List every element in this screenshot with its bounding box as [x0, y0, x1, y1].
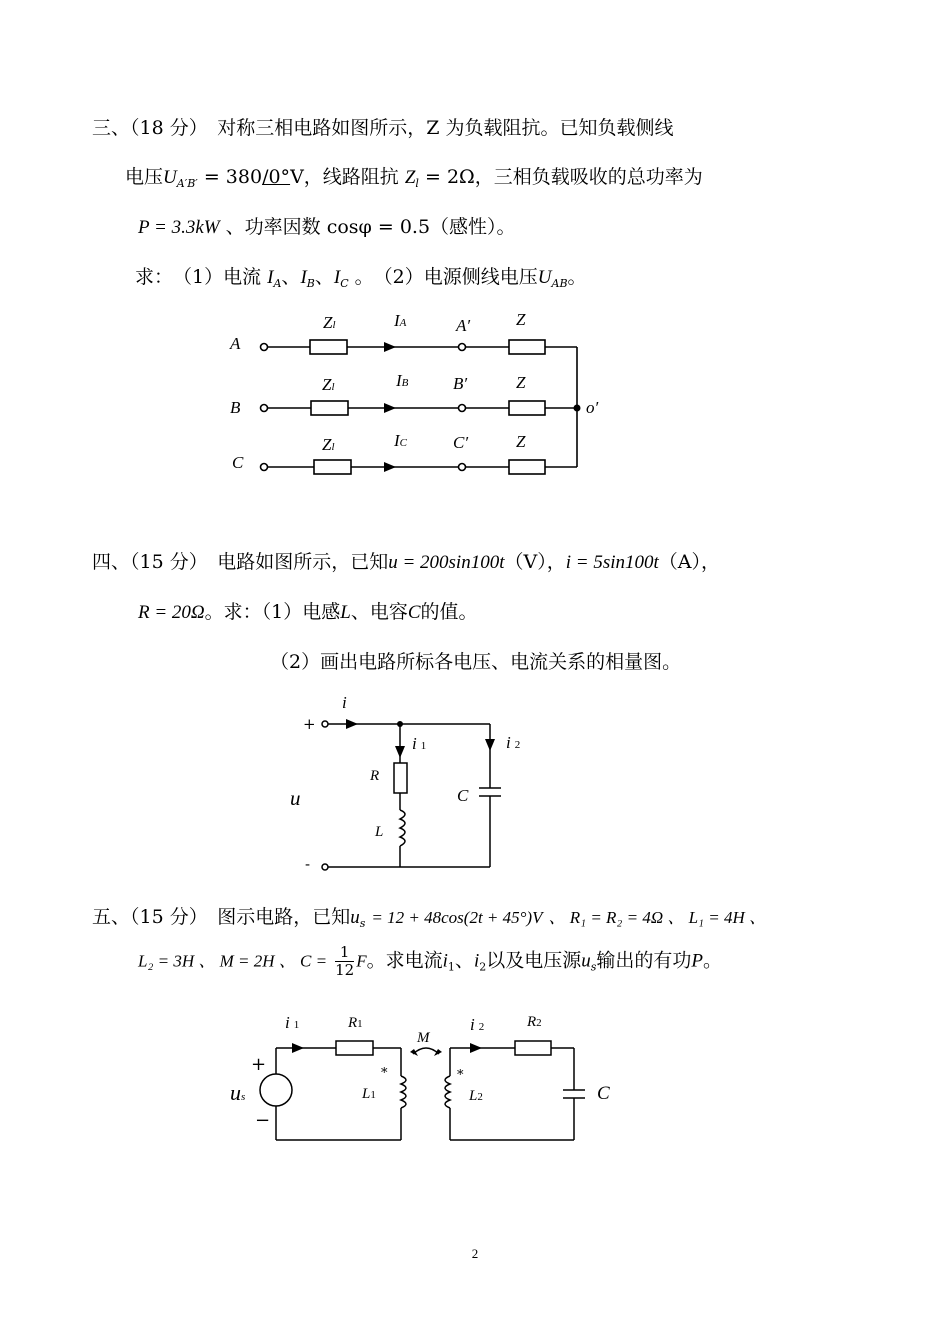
current-arrow-c	[384, 462, 396, 472]
q5-us2: u	[581, 950, 591, 972]
z-c-resistor	[509, 460, 545, 474]
q4-terminal-plus	[322, 721, 328, 727]
q5-mutual-arrow-right	[434, 1049, 442, 1056]
q5-fig-l1: L1	[362, 1086, 376, 1102]
q5-us: u	[350, 907, 360, 928]
q3-fig-z-b: Z	[516, 373, 526, 392]
q5-r-expr: 、 R₁ = R₂ = 4Ω 、 L₁ = 4H 、	[548, 908, 766, 927]
q4-inductor	[400, 810, 405, 846]
z-b-resistor	[509, 401, 545, 415]
q5-fig-plus: +	[251, 1054, 267, 1075]
q5-fig-l2: L2	[469, 1088, 483, 1104]
q3-line2d: = 2Ω，三相负载吸收的总功率为	[425, 166, 703, 188]
q5-coupled-circuit	[230, 1020, 650, 1155]
q3-fig-node-c: C′	[453, 433, 469, 452]
q3-zl-sub: l	[415, 177, 419, 190]
z-a-resistor	[509, 340, 545, 354]
q3-uab-symbol: U	[163, 167, 177, 188]
node-a-prime	[459, 344, 466, 351]
q5-arrow-i1	[292, 1043, 304, 1053]
terminal-b	[261, 405, 268, 412]
q5-l1-inductor	[401, 1076, 406, 1108]
q5-fig-i2: i 2	[470, 1015, 485, 1034]
q4-i-expr: i = 5sin100t	[565, 552, 659, 573]
q4-unit-a: （A），	[658, 551, 721, 573]
q4-c: C	[407, 602, 421, 623]
q3-three-phase-circuit	[220, 300, 620, 490]
q4-arrow-i2	[485, 739, 495, 751]
q5-frac-unit: F	[356, 951, 367, 971]
q3-line4	[135, 262, 587, 290]
q3-line4b: 。 （2）电源侧线电压	[354, 266, 538, 288]
q5-l2-inductor	[445, 1076, 450, 1108]
q4-fig-i: i	[342, 693, 347, 712]
q5-r1-resistor	[336, 1041, 373, 1055]
q5-fig-m: M	[417, 1030, 430, 1046]
q3-uab: U	[537, 267, 552, 288]
terminal-a	[261, 344, 268, 351]
q3-zl: Z	[404, 167, 416, 188]
q5-sep: 、	[454, 949, 474, 972]
q4-fig-u: u	[290, 786, 301, 810]
q4-fig-minus: -	[305, 855, 311, 873]
node-c-prime	[459, 464, 466, 471]
current-arrow-a	[384, 342, 396, 352]
q4-line2b: 。求：（1）电感	[204, 601, 341, 623]
q3-ia-sub: A	[273, 277, 282, 290]
q4-fig-l: L	[375, 824, 384, 840]
q4-arrow-i1	[395, 746, 405, 758]
zl-a-resistor	[310, 340, 347, 354]
q5-mutual-arrow-left	[410, 1049, 418, 1056]
q5-mutual-arc	[413, 1048, 439, 1054]
q4-line2d: 的值。	[420, 601, 478, 623]
q3-ib: I	[300, 267, 307, 288]
q5-i2-sub: 2	[479, 960, 487, 974]
q4-line1a: 四、（15 分） 电路如图所示，已知	[92, 551, 389, 573]
q3-angle: /0°	[262, 166, 291, 188]
q3-pf: 、功率因数 cosφ = 0.5（感性）。	[225, 216, 516, 238]
q3-fig-zl-a: Zl	[323, 313, 336, 332]
q3-ia: I	[267, 267, 274, 288]
q5-us-sub: s	[359, 917, 366, 930]
q3-fig-neutral: o′	[586, 398, 599, 417]
q5-line2c: 以及电压源	[486, 949, 582, 972]
q4-line2c: 、电容	[350, 601, 408, 623]
q3-uab-sub: A′B′	[176, 177, 198, 190]
q3-fig-node-a: A′	[456, 316, 471, 335]
q4-resistor	[394, 763, 407, 793]
q5-line2d: 输出的有功	[596, 949, 692, 972]
q4-line1	[92, 547, 720, 574]
q5-fig-c: C	[597, 1083, 610, 1104]
page-number: 2	[471, 1246, 479, 1261]
q5-us-rest: = 12 + 48cos(2t + 45°)V	[371, 908, 543, 927]
q5-fig-us: us	[230, 1080, 246, 1105]
q3-fig-zl-b: Zl	[322, 375, 335, 394]
zl-b-resistor	[311, 401, 348, 415]
q5-fig-i1: i 1	[285, 1013, 300, 1032]
q5-fig-minus: −	[255, 1110, 271, 1131]
q4-unit-v: （V），	[504, 551, 566, 573]
q5-fig-r2: R2	[527, 1014, 542, 1030]
q4-fig-plus: +	[303, 715, 316, 733]
q3-fig-zl-c: Zl	[322, 435, 335, 454]
q4-fig-r: R	[370, 768, 380, 784]
q4-line3: （2）画出电路所标各电压、电流关系的相量图。	[270, 651, 682, 673]
q4-fig-c: C	[457, 786, 469, 805]
q3-fig-label-a: A	[230, 334, 241, 353]
q5-r2-resistor	[515, 1041, 551, 1055]
q3-line4a: 求： （1）电流	[135, 266, 262, 288]
q3-fig-ia: IA	[394, 311, 407, 330]
q3-sep2: 、	[314, 266, 334, 288]
q5-line2e: 。	[703, 949, 723, 972]
current-arrow-b	[384, 403, 396, 413]
q4-l: L	[340, 602, 351, 623]
q4-terminal-minus	[322, 864, 328, 870]
q3-fig-node-b: B′	[453, 374, 468, 393]
q3-line2c: V，线路阻抗	[290, 166, 399, 188]
q4-arrow-i	[346, 719, 358, 729]
zl-c-resistor	[314, 460, 351, 474]
q5-arrow-i2	[470, 1043, 482, 1053]
q5-line1	[92, 902, 766, 930]
q3-line2	[125, 162, 703, 190]
q5-line2	[138, 944, 722, 979]
q3-line2a: 电压	[125, 166, 164, 188]
q5-line2a: L₂ = 3H 、 M = 2H 、 C =	[138, 951, 328, 971]
q3-fig-label-c: C	[232, 453, 244, 472]
q4-fig-i2: i 2	[506, 733, 521, 752]
q5-i1: i	[442, 950, 448, 972]
q5-line2b: 。求电流	[366, 949, 443, 972]
q4-rlc-circuit	[290, 690, 540, 885]
q3-ib-sub: B	[306, 277, 315, 290]
q5-i1-sub: 1	[447, 960, 455, 974]
q3-uab2-sub: AB	[551, 277, 568, 290]
terminal-c	[261, 464, 268, 471]
q3-fig-label-b: B	[230, 398, 241, 417]
q5-fig-dot-l1: *	[381, 1066, 388, 1081]
q4-u-expr: u = 200sin100t	[388, 552, 505, 573]
q3-sep1: 、	[281, 266, 301, 288]
q4-r-value: R = 20Ω	[138, 602, 205, 623]
node-b-prime	[459, 405, 466, 412]
q3-line3	[138, 212, 516, 239]
q3-fig-ib: IB	[396, 371, 409, 390]
q3-line4c: 。	[567, 266, 587, 288]
q5-fig-dot-l2: *	[457, 1068, 464, 1083]
q5-voltage-source	[260, 1074, 292, 1106]
q4-line2	[138, 597, 478, 624]
q3-ic: I	[333, 267, 341, 288]
q3-line1: 三、（18 分） 对称三相电路如图所示，Z 为负载阻抗。已知负载侧线	[92, 117, 674, 139]
q3-power: P = 3.3kW	[138, 217, 220, 238]
q3-fig-z-a: Z	[516, 310, 526, 329]
q5-fig-r1: R1	[348, 1015, 363, 1031]
q5-line1a: 五、（15 分） 图示电路，已知	[92, 906, 351, 928]
neutral-node	[574, 405, 581, 412]
q3-ic-sub: C	[340, 277, 349, 290]
q5-p: P	[691, 950, 704, 972]
q5-us2-sub: s	[590, 960, 597, 974]
q3-fig-z-c: Z	[516, 432, 526, 451]
q3-fig-ic: IC	[394, 431, 408, 450]
q3-line2b: = 380	[203, 166, 263, 188]
q5-i2: i	[473, 950, 480, 972]
q4-node	[397, 721, 403, 727]
q5-cap-fraction: $\frac{1}{12}$	[335, 943, 355, 979]
q4-fig-i1: i 1	[412, 734, 427, 753]
